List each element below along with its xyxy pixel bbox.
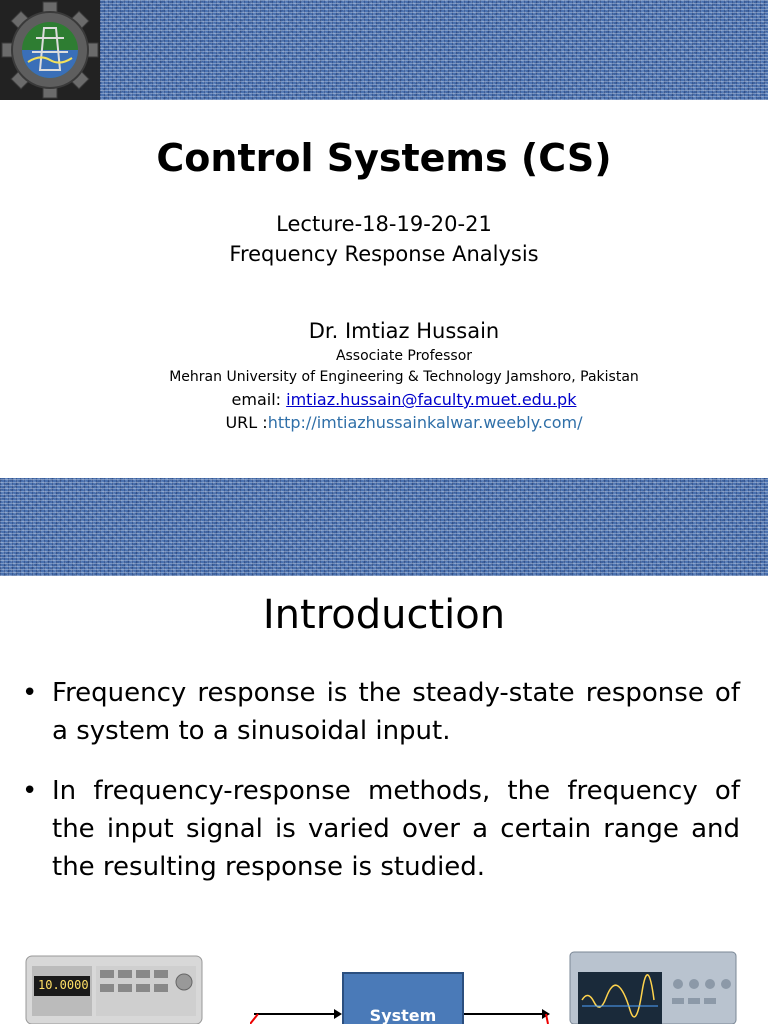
bullet-dot-icon: • bbox=[22, 678, 38, 708]
output-arrow bbox=[464, 1000, 554, 1024]
list-item bbox=[22, 674, 740, 750]
system-block: System bbox=[342, 972, 464, 1024]
signal-generator-image bbox=[24, 952, 204, 1024]
email-line bbox=[20, 390, 768, 409]
website-link[interactable]: http://imtiazhussainkalwar.weebly.com/ bbox=[267, 413, 583, 432]
email-link[interactable]: imtiaz.hussain@faculty.muet.edu.pk bbox=[286, 390, 577, 409]
email-label: email: bbox=[231, 390, 287, 409]
author-university: Mehran University of Engineering & Technology Jamshoro, Pakistan bbox=[169, 369, 639, 385]
generator-display: 10.0000 bbox=[38, 978, 89, 992]
lecture-number: Lecture-18-19-20-21 bbox=[276, 212, 492, 236]
list-item bbox=[22, 772, 740, 886]
slide-divider-banner bbox=[0, 478, 768, 576]
bullet-text: In frequency-response methods, the frequency of the input signal is varied over a certain range and the resulting response is studied. bbox=[52, 776, 740, 882]
slide-subtitle: Frequency Response Analysis bbox=[229, 242, 539, 266]
arrow-right-icon bbox=[334, 1009, 342, 1019]
gear-logo-icon bbox=[0, 0, 100, 100]
bullet-text: Frequency response is the steady-state response of a system to a sinusoidal input. bbox=[52, 678, 740, 746]
url-line bbox=[20, 413, 768, 432]
author-position: Associate Professor bbox=[335, 348, 473, 364]
author-name: Dr. Imtiaz Hussain bbox=[308, 319, 500, 343]
input-arrow bbox=[250, 1000, 342, 1024]
bullet-list bbox=[22, 674, 740, 908]
slide-title: Control Systems (CS) bbox=[156, 136, 612, 180]
intro-heading: Introduction bbox=[262, 592, 506, 638]
oscilloscope-image bbox=[568, 950, 738, 1024]
university-logo bbox=[0, 0, 100, 100]
url-label: URL : bbox=[225, 413, 268, 432]
bullet-dot-icon: • bbox=[22, 776, 38, 806]
top-banner bbox=[0, 0, 768, 100]
